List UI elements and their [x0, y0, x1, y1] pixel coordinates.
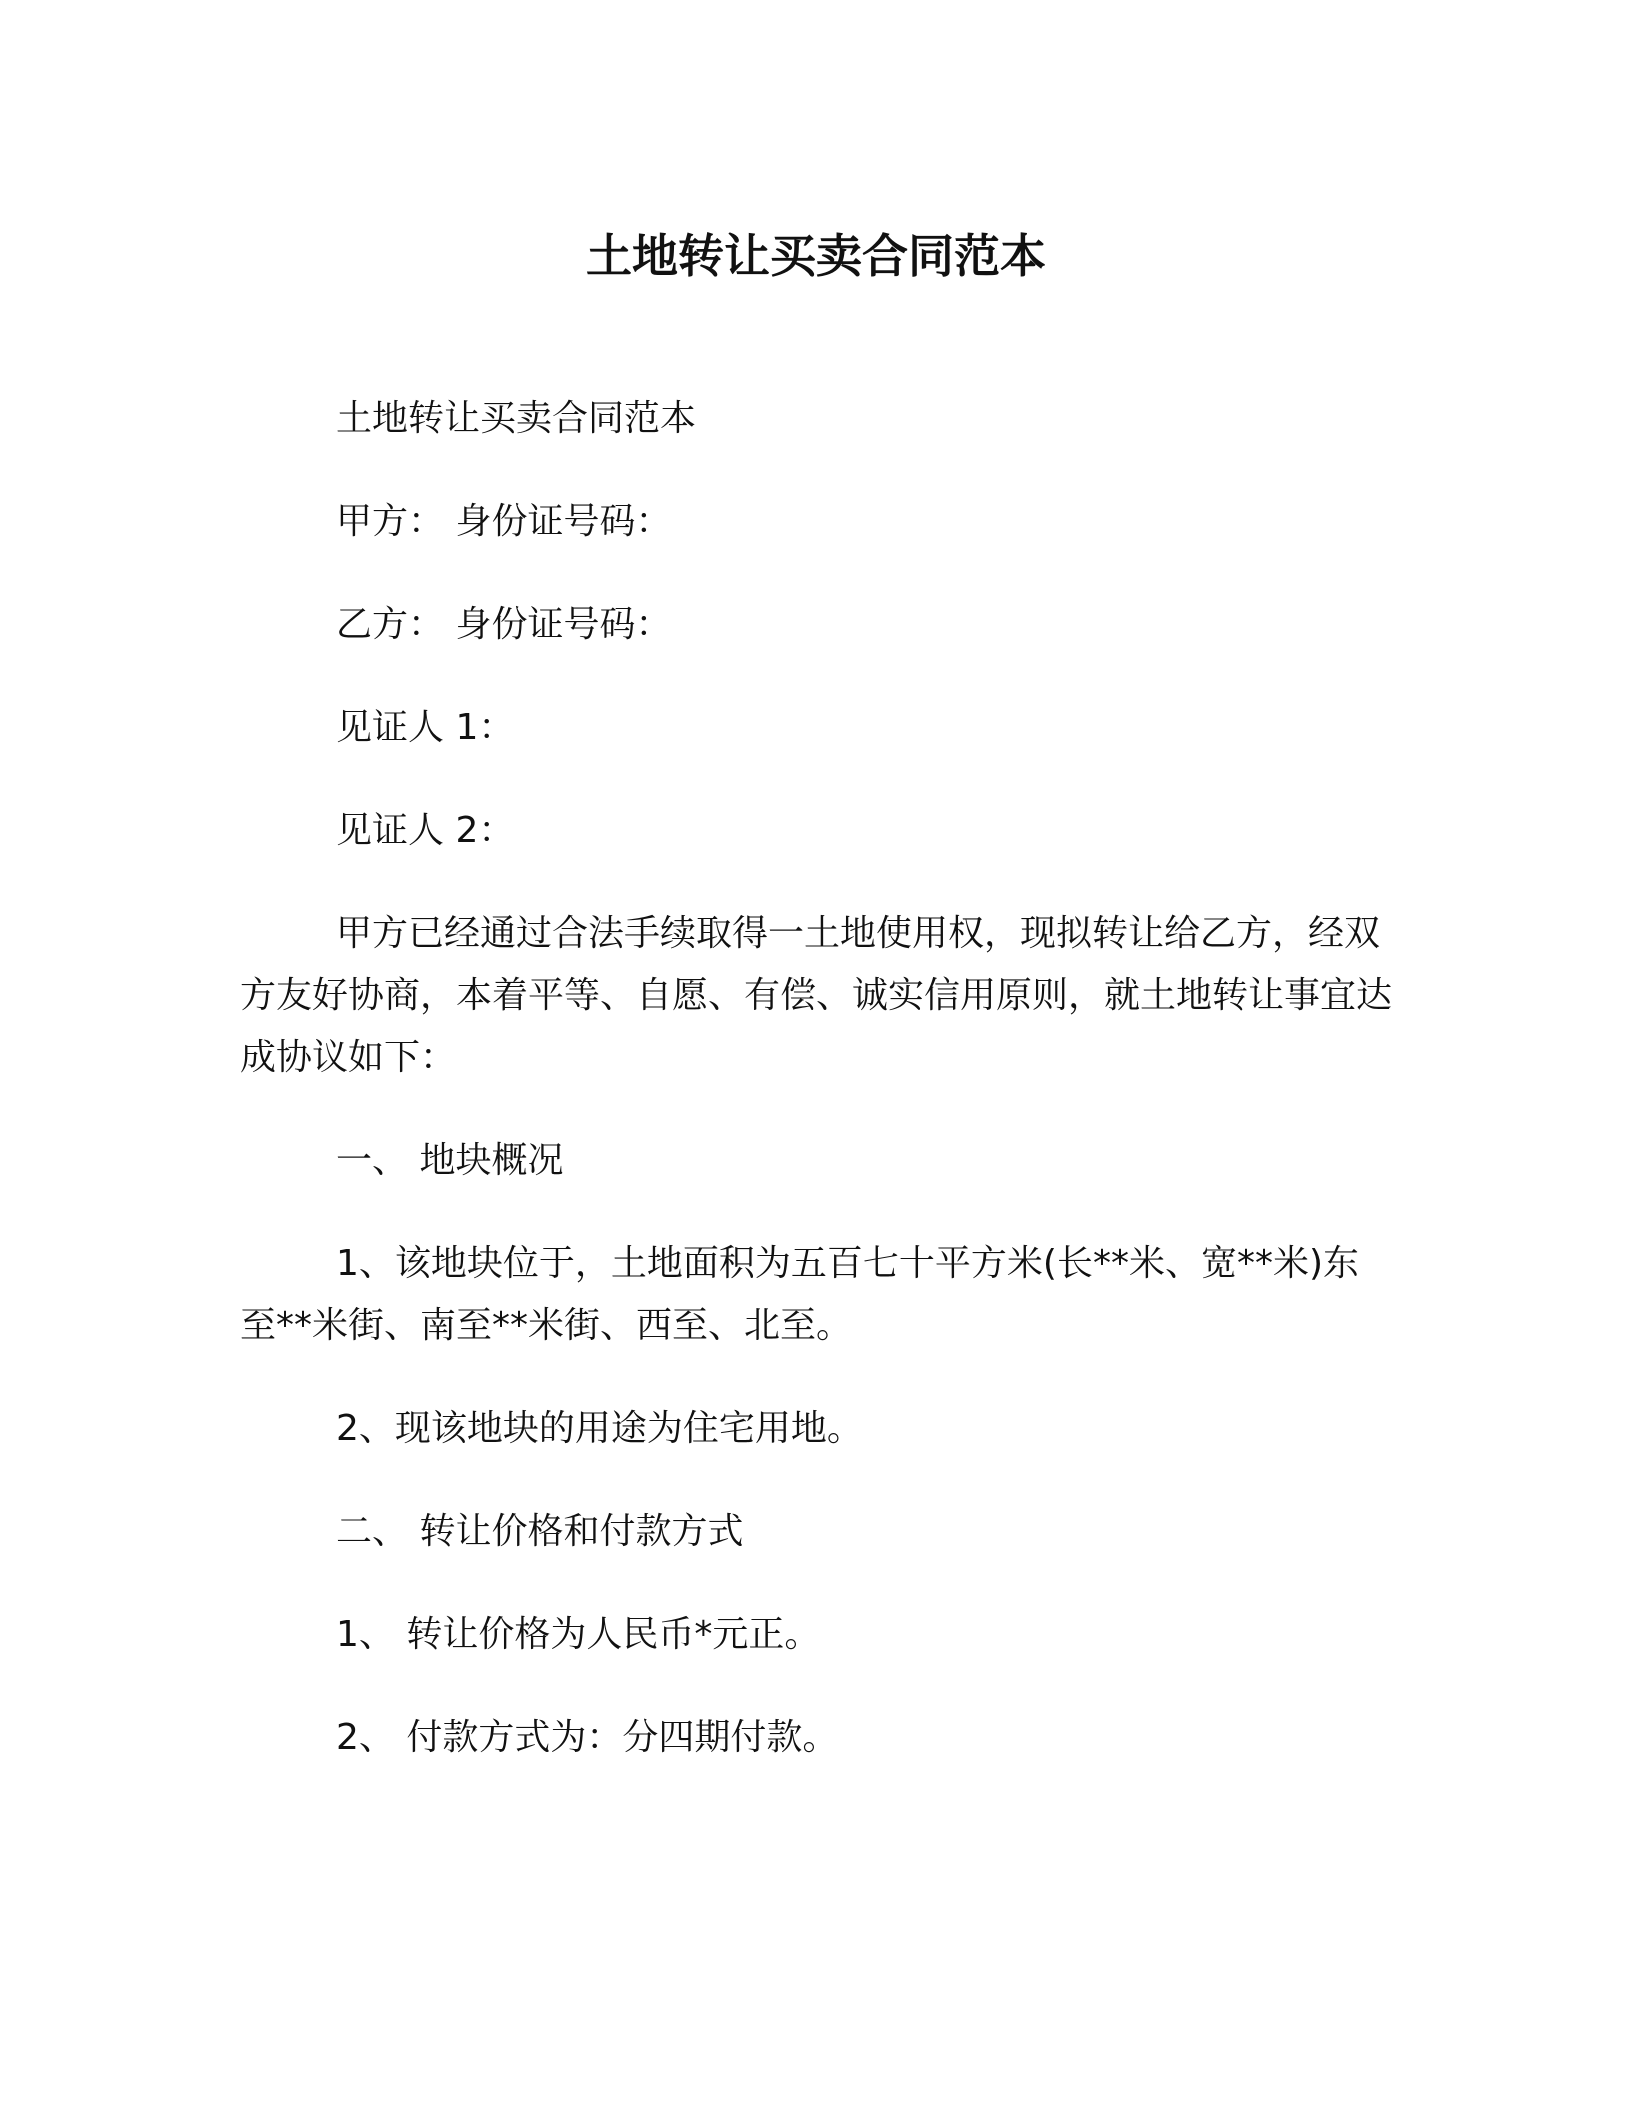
clause-1-2-paragraph: 2、现该地块的用途为住宅用地。 [336, 1408, 863, 1449]
clause-2-1-paragraph: 1、 转让价格为人民币*元正。 [336, 1614, 821, 1655]
document-title: 土地转让买卖合同范本 [586, 229, 1046, 283]
clause-1-1-paragraph: 1、该地块位于，土地面积为五百七十平方米(长**米、宽**米)东至**米街、南至**米街、西至、北至。 [240, 1243, 1359, 1346]
subtitle-paragraph: 土地转让买卖合同范本 [336, 398, 697, 439]
witness-1-paragraph: 见证人 1： [336, 707, 515, 748]
witness-2-paragraph: 见证人 2： [336, 810, 515, 851]
section-1-heading: 一、 地块概况 [336, 1140, 564, 1181]
party-b-paragraph: 乙方： 身份证号码： [336, 604, 672, 645]
preamble-paragraph: 甲方已经通过合法手续取得一土地使用权，现拟转让给乙方，经双方友好协商，本着平等、自愿、有偿、诚实信用原则，就土地转让事宜达成协议如下： [240, 913, 1393, 1078]
party-a-paragraph: 甲方： 身份证号码： [336, 501, 672, 542]
document-body [240, 388, 1392, 1769]
clause-2-2-paragraph: 2、 付款方式为：分四期付款。 [336, 1717, 839, 1758]
section-2-heading: 二、 转让价格和付款方式 [336, 1511, 744, 1552]
